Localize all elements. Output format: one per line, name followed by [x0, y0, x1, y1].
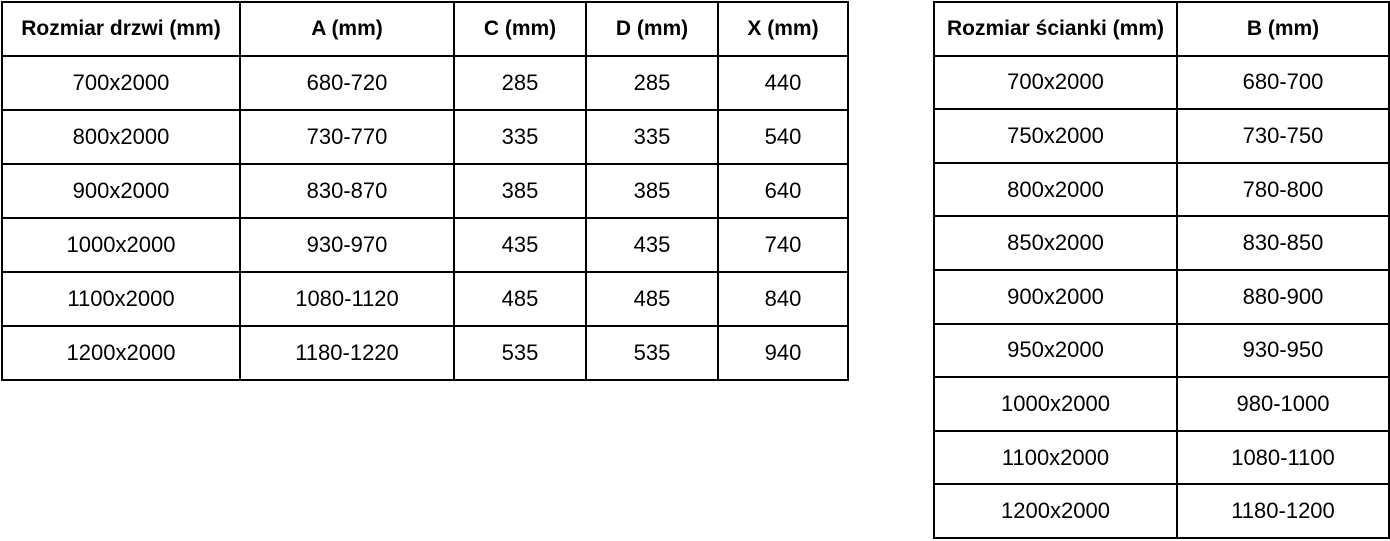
table-cell: 980-1000: [1177, 377, 1389, 431]
table-row: [934, 109, 1389, 163]
table-cell: 385: [586, 164, 718, 218]
table-row: [2, 164, 848, 218]
table-cell: 700x2000: [2, 56, 240, 110]
table-cell: 680-700: [1177, 56, 1389, 110]
table-cell: 335: [454, 110, 586, 164]
table-cell: 1200x2000: [934, 484, 1177, 538]
table-cell: 1180-1200: [1177, 484, 1389, 538]
table-row: [934, 163, 1389, 217]
table-cell: 435: [454, 218, 586, 272]
table-cell: 930-950: [1177, 324, 1389, 378]
table-row: [2, 56, 848, 110]
header-cell: Rozmiar ścianki (mm): [934, 2, 1177, 56]
table-row: [934, 216, 1389, 270]
table-row: [934, 431, 1389, 485]
table-cell: 335: [586, 110, 718, 164]
table-cell: 740: [718, 218, 848, 272]
header-cell: Rozmiar drzwi (mm): [2, 2, 240, 56]
table-row: [934, 56, 1389, 110]
table-cell: 800x2000: [934, 163, 1177, 217]
table-cell: 850x2000: [934, 216, 1177, 270]
table-cell: 485: [454, 272, 586, 326]
table-row: [934, 324, 1389, 378]
table-cell: 800x2000: [2, 110, 240, 164]
table-cell: 780-800: [1177, 163, 1389, 217]
header-cell: X (mm): [718, 2, 848, 56]
table-cell: 485: [586, 272, 718, 326]
table-cell: 750x2000: [934, 109, 1177, 163]
table-cell: 1200x2000: [2, 326, 240, 380]
table-row: [2, 272, 848, 326]
table-row: [2, 326, 848, 380]
header-cell: C (mm): [454, 2, 586, 56]
table-cell: 700x2000: [934, 56, 1177, 110]
wall-table-header-row: [934, 2, 1389, 56]
table-cell: 840: [718, 272, 848, 326]
table-cell: 950x2000: [934, 324, 1177, 378]
table-cell: 1100x2000: [934, 431, 1177, 485]
table-cell: 1000x2000: [2, 218, 240, 272]
table-cell: 830-850: [1177, 216, 1389, 270]
table-cell: 730-770: [240, 110, 454, 164]
table-row: [2, 218, 848, 272]
table-cell: 730-750: [1177, 109, 1389, 163]
table-cell: 940: [718, 326, 848, 380]
table-row: [934, 484, 1389, 538]
table-cell: 285: [454, 56, 586, 110]
table-cell: 540: [718, 110, 848, 164]
table-row: [2, 110, 848, 164]
table-cell: 1000x2000: [934, 377, 1177, 431]
table-row: [934, 377, 1389, 431]
header-cell: A (mm): [240, 2, 454, 56]
table-cell: 900x2000: [934, 270, 1177, 324]
table-cell: 930-970: [240, 218, 454, 272]
wall-sizes-table: [933, 1, 1390, 539]
table-cell: 640: [718, 164, 848, 218]
table-cell: 285: [586, 56, 718, 110]
table-cell: 440: [718, 56, 848, 110]
table-cell: 1080-1100: [1177, 431, 1389, 485]
table-cell: 1080-1120: [240, 272, 454, 326]
table-row: [934, 270, 1389, 324]
table-cell: 680-720: [240, 56, 454, 110]
header-cell: B (mm): [1177, 2, 1389, 56]
table-cell: 535: [586, 326, 718, 380]
table-cell: 435: [586, 218, 718, 272]
door-sizes-table: [1, 1, 849, 381]
table-cell: 385: [454, 164, 586, 218]
table-cell: 880-900: [1177, 270, 1389, 324]
door-table-header-row: [2, 2, 848, 56]
header-cell: D (mm): [586, 2, 718, 56]
table-cell: 1100x2000: [2, 272, 240, 326]
table-cell: 830-870: [240, 164, 454, 218]
table-cell: 900x2000: [2, 164, 240, 218]
table-cell: 535: [454, 326, 586, 380]
table-cell: 1180-1220: [240, 326, 454, 380]
